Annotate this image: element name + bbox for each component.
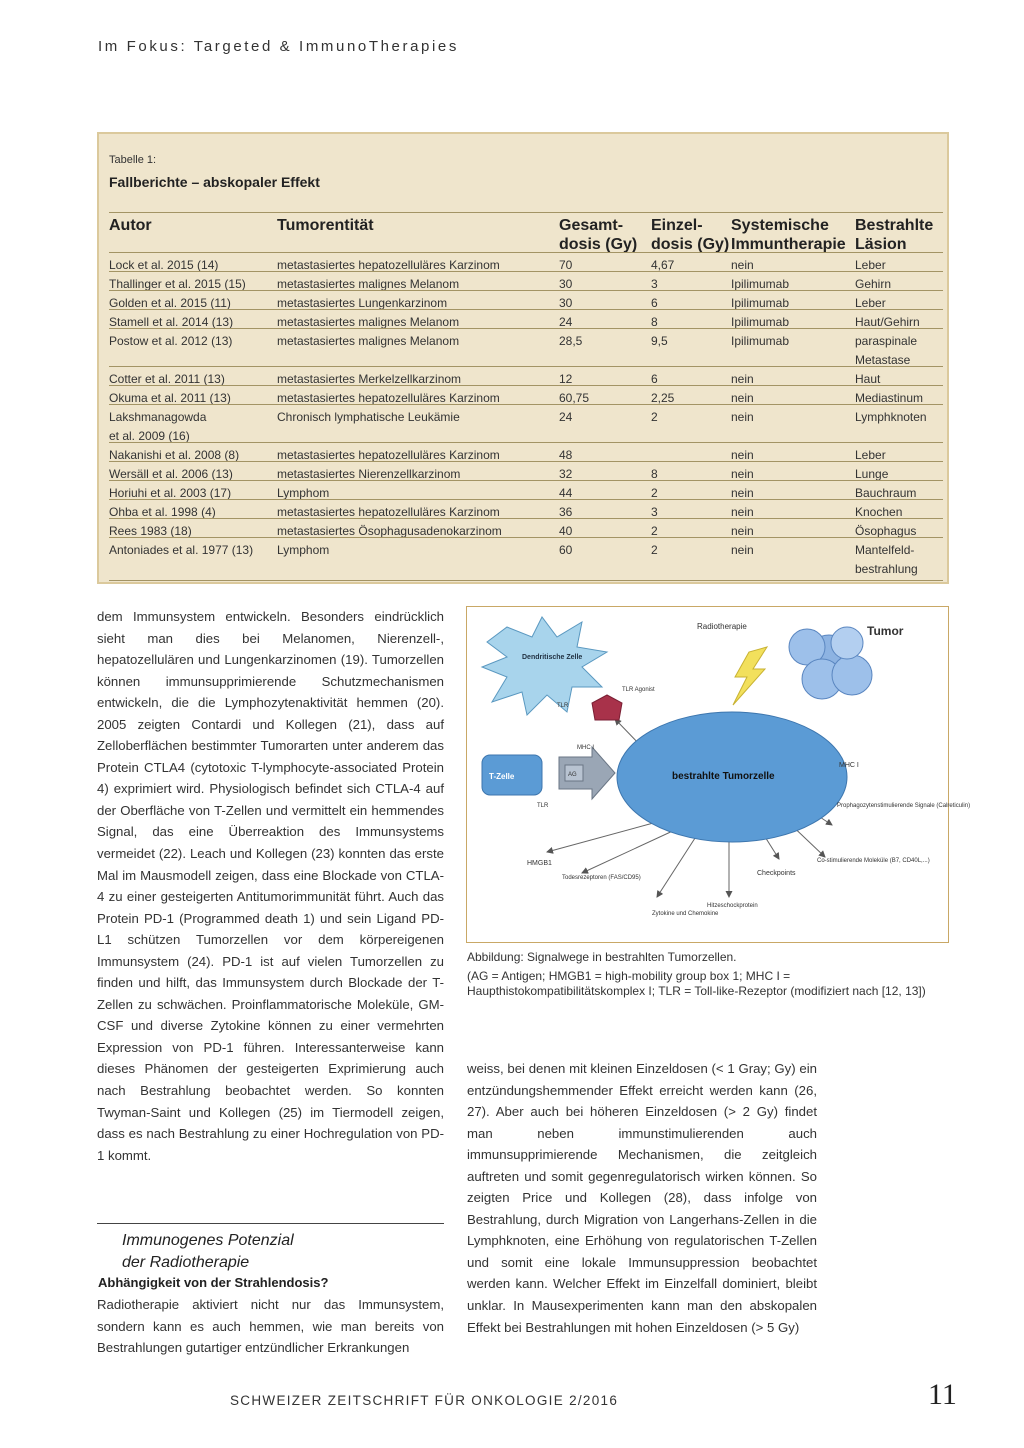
- tlr-agonist-icon: [592, 695, 622, 720]
- label-checkpoints: Checkpoints: [757, 870, 796, 877]
- label-tlr-agonist: TLR Agonist: [622, 687, 655, 693]
- table-cell: Ohba et al. 1998 (4): [109, 505, 216, 519]
- table-cell: 36: [559, 505, 573, 519]
- header-cell: Autor: [109, 217, 152, 234]
- table-cell: nein: [731, 505, 754, 519]
- header-cell: Systemische Immuntherapie: [731, 217, 846, 253]
- header-cell: Tumorentität: [277, 217, 374, 234]
- label-tlr-1: TLR: [557, 703, 569, 709]
- label-zyto: Zytokine und Chemokine: [652, 911, 719, 917]
- table-cell: 3: [651, 505, 658, 519]
- table-cell: 6: [651, 296, 658, 310]
- table-cell: Nakanishi et al. 2008 (8): [109, 448, 240, 462]
- table-cell: 6: [651, 372, 658, 386]
- table-cell: metastasiertes hepatozelluläres Karzinom: [277, 258, 500, 272]
- table-cell: nein: [731, 391, 754, 405]
- table-cell: nein: [731, 258, 754, 272]
- figure-caption-body: (AG = Antigen; HMGB1 = high-mobility group box 1; MHC I = Haupthistokompatibilitätskomplex I; TLR = Toll-like-Rezeptor (modifiziert nach [12, 13]): [467, 969, 926, 998]
- table-cell: metastasiertes malignes Melanom: [277, 315, 460, 329]
- table-cell: Cotter et al. 2011 (13): [109, 372, 225, 386]
- table-cell: metastasiertes Lungenkarzinom: [277, 296, 448, 310]
- dendritic-cell-icon: [482, 617, 607, 715]
- table-cell: 60,75: [559, 391, 590, 405]
- table-row: [109, 537, 943, 581]
- table-cell: Gehirn: [855, 277, 892, 291]
- radiation-bolt-icon: [733, 647, 767, 705]
- label-ag: AG: [568, 772, 577, 778]
- section-heading: Immunogenes Potenzial der Radiotherapie: [122, 1232, 294, 1271]
- table-cell: metastasiertes hepatozelluläres Karzinom: [277, 505, 500, 519]
- table-cell: Lymphknoten: [855, 410, 927, 424]
- table-cell: Lymphom: [277, 486, 330, 500]
- figure-signalwege: [466, 606, 971, 943]
- body-text-right: weiss, bei denen mit kleinen Einzeldosen (< 1 Gray; Gy) ein entzündungshemmender Effekt erreicht werden kann (26, 27). Aber auch bei höheren Einzeldosen (> 2 Gy) findet man neben immunstimulierenden auch immunsupprimierende Mechanismen, die zeitgleich auftreten und somit gegenregulatorisch wirken können. So zeigten Price und Kollegen (28), dass infolge von Bestrahlung, durch Migration von Langerhans-Zellen in die Lymphknoten, eine Erhöhung von regulatorischen T-Zellen und somit eine lokale Immunsuppression beobachtet werden kann. Welcher Effekt im Einzelfall dominiert, bleibt unklar. In Mausexperimenten kann man den abskopalen Effekt bei Bestrahlungen mit hohen Einzeldosen (> 5 Gy): [467, 1061, 817, 1335]
- subsection-heading: Abhängigkeit von der Strahlendosis?: [98, 1275, 329, 1290]
- table-cell: Haut/Gehirn: [855, 315, 920, 329]
- table-cell: 8: [651, 315, 658, 329]
- table-cell: 60: [559, 543, 573, 557]
- label-hitze: Hitzeschockprotein: [707, 903, 758, 909]
- table-cell: 40: [559, 524, 573, 538]
- table-cell: Lock et al. 2015 (14): [109, 258, 219, 272]
- body-text-left-2: Radiotherapie aktiviert nicht nur das Immunsystem, sondern kann es auch hemmen, wie man bereits von Bestrahlungen gutartiger entzündlicher Erkrankungen: [97, 1297, 444, 1356]
- table-cell: Ipilimumab: [731, 315, 790, 329]
- table-cell: Ösophagus: [855, 524, 917, 538]
- table-cell: Rees 1983 (18): [109, 524, 192, 538]
- table-cell: 30: [559, 277, 573, 291]
- table-cell: 8: [651, 467, 658, 481]
- section-rule: [97, 1223, 444, 1224]
- label-dc: Dendritische Zelle: [522, 654, 583, 661]
- table-cell: Ipilimumab: [731, 334, 790, 348]
- label-tlr-2: TLR: [537, 803, 549, 809]
- table-cell: metastasiertes hepatozelluläres Karzinom: [277, 448, 500, 462]
- table-cell: 12: [559, 372, 573, 386]
- table-cell: Thallinger et al. 2015 (15): [109, 277, 246, 291]
- table-cell: Mantelfeld- bestrahlung: [855, 543, 918, 576]
- table-cell: Okuma et al. 2011 (13): [109, 391, 231, 405]
- label-mhc-right: MHC I: [839, 762, 859, 769]
- label-tumor: Tumor: [867, 624, 904, 638]
- table-cell: 48: [559, 448, 573, 462]
- table-cell: Chronisch lymphatische Leukämie: [277, 410, 460, 424]
- table-cell: 9,5: [651, 334, 668, 348]
- table-cell: metastasiertes Nierenzellkarzinom: [277, 467, 461, 481]
- label-todes: Todesrezeptoren (FAS/CD95): [562, 875, 641, 881]
- table-cell: Lymphom: [277, 543, 330, 557]
- table-cell: Leber: [855, 258, 886, 272]
- label-mhc-left: MHC I: [577, 745, 594, 751]
- table-cell: Horiuhi et al. 2003 (17): [109, 486, 232, 500]
- table-cell: nein: [731, 410, 754, 424]
- table-cell: metastasiertes malignes Melanom: [277, 334, 460, 348]
- table-cell: Stamell et al. 2014 (13): [109, 315, 234, 329]
- body-text-left-1: dem Immunsystem entwickeln. Besonders eindrücklich sieht man dies bei Melanomen, Nierenzell-, hepatozellulären und Lungenkarzinomen (19). Tumorzellen können immunsupprimierende Schutzmechanismen entwickeln, die die Lymphozytenaktivität hemmen (20). 2005 zeigten Contardi und Kollegen (21), dass auf Zelloberflächen bestimmter Tumorarten unter anderem das Protein CTLA4 (cytotoxic T-lymphocyte-associated Protein 4) exprimiert wird. Physiologisch befindet sich CTLA-4 auf der Oberfläche von T-Zellen und vermittelt ein hemmendes Signal, das eine Überreaktion des Immunsystems vermeidet (22). Leach und Kollegen (23) konnten das erste Mal im Mausmodell zeigen, dass eine Blockade von CTLA-4 zu einer gesteigerten Antitumorimmunität führt. Auch das Protein PD-1 (Programmed death 1) und sein Ligand PD-L1 schützen Tumorzellen vor dem körpereigenen Immunsystem (24). PD-1 ist auf vielen Tumorzellen zu finden und hilft, das Immunsystem durch Blockade der T-Zellen zu schwächen. Proinflammatorische Moleküle, GM-CSF und diverse Zytokine können zu einer vermehrten Expression von PD-1 führen. Interessanterweise kann dieses Phänomen der gesteigerten Exprimierung auch nach Bestrahlung beobachtet werden. So konnten Twyman-Saint und Kollegen (25) im Tiermodell zeigen, dass es nach Bestrahlung zu einer Hochregulation von PD-1 kommt.: [97, 609, 444, 1163]
- table-cell: 24: [559, 315, 573, 329]
- header-cell: Einzel- dosis (Gy): [651, 217, 730, 253]
- table-cell: 4,67: [651, 258, 675, 272]
- table-title: Fallberichte – abskopaler Effekt: [109, 174, 320, 190]
- table-cell: nein: [731, 524, 754, 538]
- table-row: [109, 328, 943, 371]
- label-costim: Co-stimulierende Moleküle (B7, CD40L,...): [817, 858, 930, 864]
- table-cell: 2,25: [651, 391, 675, 405]
- table-cell: Bauchraum: [855, 486, 917, 500]
- table-cell: Ipilimumab: [731, 296, 790, 310]
- table-cell: 44: [559, 486, 573, 500]
- table-cell: Ipilimumab: [731, 277, 790, 291]
- label-hmgb1: HMGB1: [527, 860, 552, 867]
- table-cell: Leber: [855, 296, 886, 310]
- table-cell: paraspinale Metastase: [855, 334, 918, 367]
- table-row: [109, 404, 943, 447]
- table-cell: 2: [651, 486, 658, 500]
- table-cell: 28,5: [559, 334, 583, 348]
- table-cell: 2: [651, 410, 658, 424]
- table-box: [97, 132, 949, 584]
- figure-diagram: [467, 607, 971, 942]
- table-cell: Postow et al. 2012 (13): [109, 334, 233, 348]
- table-cell: Wersäll et al. 2006 (13): [109, 467, 233, 481]
- table-caption: Tabelle 1:: [109, 154, 157, 166]
- label-t-cell: T-Zelle: [489, 772, 515, 781]
- table-cell: 3: [651, 277, 658, 291]
- table-cell: nein: [731, 467, 754, 481]
- journal-footer: SCHWEIZER ZEITSCHRIFT FÜR ONKOLOGIE 2/2016: [230, 1393, 619, 1408]
- table-cell: metastasiertes hepatozelluläres Karzinom: [277, 391, 500, 405]
- header-cell: Gesamt- dosis (Gy): [559, 217, 638, 253]
- table-cell: nein: [731, 448, 754, 462]
- table-cell: nein: [731, 372, 754, 386]
- table-cell: 32: [559, 467, 573, 481]
- label-radiotherapie: Radiotherapie: [697, 622, 747, 631]
- table-cell: Lakshmanagowda et al. 2009 (16): [109, 410, 207, 443]
- table-cell: Haut: [855, 372, 881, 386]
- table-cell: Mediastinum: [855, 391, 924, 405]
- table-cell: 30: [559, 296, 573, 310]
- table-cell: 2: [651, 543, 658, 557]
- table-header: [109, 212, 943, 253]
- table-cell: Golden et al. 2015 (11): [109, 296, 231, 310]
- table-cell: Antoniades et al. 1977 (13): [109, 543, 254, 557]
- table-cell: Lunge: [855, 467, 889, 481]
- table-cell: 24: [559, 410, 573, 424]
- table-cell: nein: [731, 486, 754, 500]
- table-cell: metastasiertes Ösophagusadenokarzinom: [277, 524, 502, 538]
- tumor-cells-icon: [789, 627, 872, 699]
- figure-caption-title: Abbildung: Signalwege in bestrahlten Tumorzellen.: [467, 950, 737, 964]
- table-cell: 70: [559, 258, 573, 272]
- table-cell: nein: [731, 543, 754, 557]
- table-cell: Knochen: [855, 505, 903, 519]
- table-cell: metastasiertes Merkelzellkarzinom: [277, 372, 462, 386]
- table-cell: metastasiertes malignes Melanom: [277, 277, 460, 291]
- label-prophago: Prophagozytenstimulierende Signale (Calreticulin): [837, 803, 971, 809]
- table-cell: 2: [651, 524, 658, 538]
- running-header: Im Fokus: Targeted & ImmunoTherapies: [98, 38, 459, 55]
- page-number: 11: [928, 1378, 957, 1411]
- figure-caption: [467, 950, 957, 999]
- table-cell: Leber: [855, 448, 886, 462]
- header-cell: Bestrahlte Läsion: [855, 217, 934, 253]
- label-center: bestrahlte Tumorzelle: [672, 771, 775, 782]
